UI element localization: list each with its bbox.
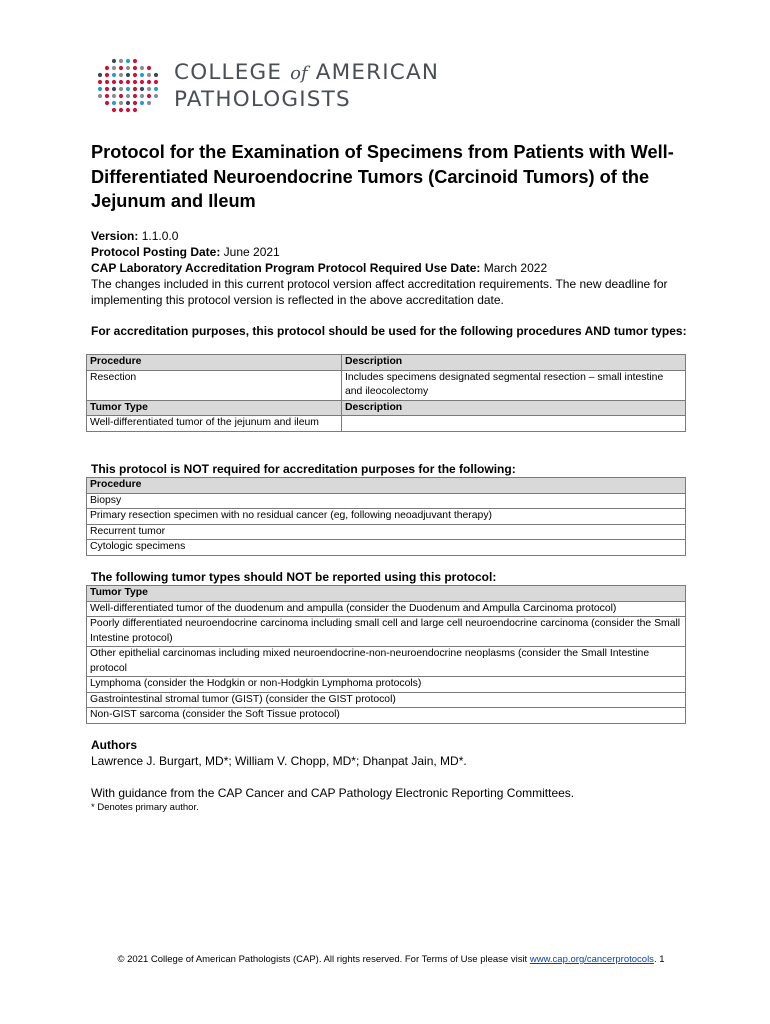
not-required-heading: This protocol is NOT required for accreditation purposes for the following: [91, 462, 516, 476]
copyright-text: © 2021 College of American Pathologists (CAP). All rights reserved. For Terms of Use please visit [117, 954, 530, 965]
logo-dot [126, 66, 130, 70]
logo-dot [133, 80, 137, 84]
logo-dot [133, 66, 137, 70]
logo-dot [112, 66, 116, 70]
logo-dot [147, 101, 151, 105]
logo-dot [126, 108, 130, 112]
logo-dot [147, 73, 151, 77]
required-use-date-line: CAP Laboratory Accreditation Program Protocol Required Use Date: March 2022 [91, 261, 548, 275]
table-row [87, 509, 686, 525]
table-header-row [87, 586, 686, 602]
logo-dot [112, 80, 116, 84]
logo-dot [133, 87, 137, 91]
logo-dot [147, 87, 151, 91]
table-cell: Biopsy [87, 493, 686, 509]
document-title: Protocol for the Examination of Specimens from Patients with Well-Differentiated Neuroendocrine Tumors (Carcinoid Tumors) of the Jejunum and Ileum [91, 142, 674, 211]
logo-dot [105, 87, 109, 91]
logo-dot [105, 94, 109, 98]
logo-dot [98, 73, 102, 77]
logo-dot [140, 73, 144, 77]
cap-logo [95, 56, 439, 116]
logo-dot [147, 94, 151, 98]
description-header: Description [342, 355, 686, 371]
table-header-row [87, 478, 686, 494]
logo-dot [119, 94, 123, 98]
table-row [87, 493, 686, 509]
logo-dot [133, 108, 137, 112]
logo-line-2: PATHOLOGISTS [174, 86, 351, 112]
table-cell: Cytologic specimens [87, 540, 686, 556]
logo-dot [119, 66, 123, 70]
not-reported-table [86, 585, 686, 724]
table-cell: Poorly differentiated neuroendocrine carcinoma including small cell and large cell neuroendocrine carcinoma (consider the Small Intestine protocol) [87, 617, 686, 647]
table-row [87, 416, 686, 432]
tumor-type-cell: Well-differentiated tumor of the jejunum and ileum [87, 416, 342, 432]
logo-line-1: COLLEGE of AMERICAN [174, 59, 440, 85]
table-cell: Non-GIST sarcoma (consider the Soft Tissue protocol) [87, 708, 686, 724]
logo-dot [133, 94, 137, 98]
table-cell: Other epithelial carcinomas including mixed neuroendocrine-non-neuroendocrine neoplasms (consider the Small Intestine protocol [87, 647, 686, 677]
table-row [87, 692, 686, 708]
table-cell: Primary resection specimen with no residual cancer (eg, following neoadjuvant therapy) [87, 509, 686, 525]
procedure-header: Procedure [87, 478, 686, 494]
logo-dot [105, 66, 109, 70]
tumor-description-header: Description [342, 400, 686, 416]
logo-dot [147, 80, 151, 84]
logo-dot [98, 87, 102, 91]
logo-dot [112, 87, 116, 91]
table-row [87, 540, 686, 556]
logo-dot [154, 94, 158, 98]
logo-dot [112, 94, 116, 98]
logo-dot [126, 59, 130, 63]
primary-author-note: * Denotes primary author. [91, 802, 199, 813]
procedure-header: Procedure [87, 355, 342, 371]
table-cell: Lymphoma (consider the Hodgkin or non-Hodgkin Lymphoma protocols) [87, 677, 686, 693]
tumor-type-header: Tumor Type [87, 400, 342, 416]
logo-dot [126, 73, 130, 77]
not-reported-heading: The following tumor types should NOT be reported using this protocol: [91, 570, 497, 584]
cap-dot-grid-logo-icon [95, 56, 161, 116]
description-cell: Includes specimens designated segmental resection – small intestine and ileocolectomy [342, 370, 686, 400]
logo-dot [119, 59, 123, 63]
logo-dot [119, 108, 123, 112]
logo-dot [140, 87, 144, 91]
table-row [87, 647, 686, 677]
logo-dot [112, 108, 116, 112]
authors-list: Lawrence J. Burgart, MD*; William V. Chopp, MD*; Dhanpat Jain, MD*. [91, 754, 467, 768]
logo-dot [98, 94, 102, 98]
logo-dot [98, 80, 102, 84]
logo-dot [112, 73, 116, 77]
table-row [87, 617, 686, 647]
logo-dot [119, 101, 123, 105]
authors-heading: Authors [91, 738, 137, 752]
table-cell: Gastrointestinal stromal tumor (GIST) (consider the GIST protocol) [87, 692, 686, 708]
cancer-protocols-link[interactable]: www.cap.org/cancerprotocols [529, 954, 654, 965]
logo-dot [154, 73, 158, 77]
logo-dot [140, 66, 144, 70]
logo-dot [119, 73, 123, 77]
changes-note: The changes included in this current protocol version affect accreditation requirements. The new deadline for implementing this protocol version is reflected in the above accreditation date. [91, 277, 668, 307]
page-footer [91, 954, 691, 965]
tumor-description-cell [342, 416, 686, 432]
logo-dot [154, 87, 158, 91]
logo-dot [140, 80, 144, 84]
logo-dot [140, 94, 144, 98]
logo-dot [119, 87, 123, 91]
logo-dot [105, 80, 109, 84]
table-row [87, 524, 686, 540]
table-header-row [87, 400, 686, 416]
table-cell: Well-differentiated tumor of the duodenum and ampulla (consider the Duodenum and Ampulla Carcinoma protocol) [87, 601, 686, 617]
page-number: . 1 [653, 954, 665, 965]
logo-dot [119, 80, 123, 84]
logo-dot [105, 73, 109, 77]
logo-dot [133, 59, 137, 63]
accreditation-heading: For accreditation purposes, this protocol should be used for the following procedures AND tumor types: [91, 324, 687, 338]
logo-dot [112, 59, 116, 63]
version-line: Version: 1.1.0.0 [91, 229, 179, 243]
table-header-row [87, 355, 686, 371]
logo-wordmark [174, 60, 439, 113]
posting-date-line: Protocol Posting Date: June 2021 [91, 245, 280, 259]
logo-dot [126, 87, 130, 91]
table-row [87, 708, 686, 724]
logo-dot [126, 101, 130, 105]
protocol-meta [91, 228, 691, 308]
tumor-type-header: Tumor Type [87, 586, 686, 602]
table-cell: Recurrent tumor [87, 524, 686, 540]
logo-dot [112, 101, 116, 105]
accreditation-table [86, 354, 686, 432]
logo-dot [154, 80, 158, 84]
guidance-note: With guidance from the CAP Cancer and CAP Pathology Electronic Reporting Committees. [91, 786, 575, 800]
table-row [87, 370, 686, 400]
table-row [87, 601, 686, 617]
procedure-cell: Resection [87, 370, 342, 400]
logo-dot [126, 80, 130, 84]
not-required-table [86, 477, 686, 556]
logo-dot [133, 101, 137, 105]
logo-dot [126, 94, 130, 98]
logo-dot [140, 101, 144, 105]
logo-dot [147, 66, 151, 70]
logo-dot [133, 73, 137, 77]
logo-dot [105, 101, 109, 105]
table-row [87, 677, 686, 693]
